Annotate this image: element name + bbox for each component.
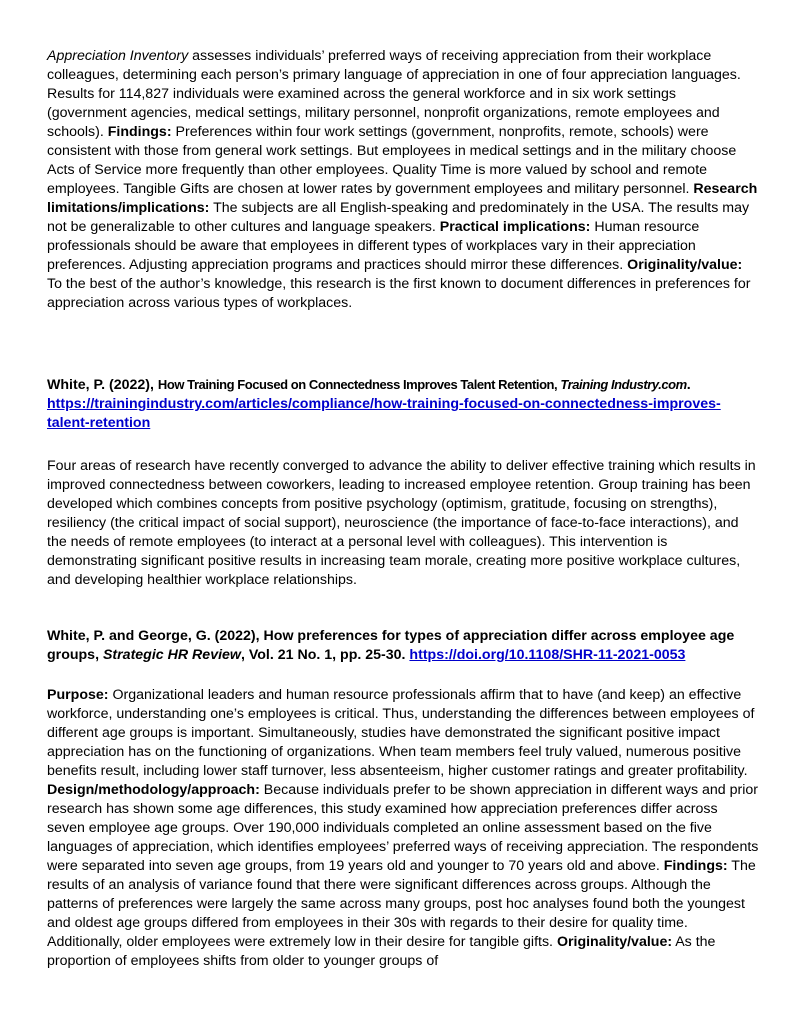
abstract-appreciation-inventory [47, 47, 759, 313]
citation-journal: Strategic HR Review [102, 647, 241, 663]
findings-text: The results of an analysis of variance found that there were significant differences across groups. Although the patterns of preferences were largely the same across many groups, post hoc analyses found both the youngest and oldest age groups differed from employees in their 30s with regards to their desire for quality time. Additionally, older employees were extremely low in their desire for tangible gifts. [47, 858, 756, 950]
abstract-age-groups [47, 686, 759, 971]
limitations-label: Research limitations/implications: [47, 181, 758, 216]
citation-age-groups [47, 627, 759, 665]
citation-period: . [686, 377, 691, 393]
originality-label: Originality/value: [556, 934, 673, 950]
originality-text: As the proportion of employees shifts from older to younger groups of [47, 934, 716, 969]
purpose-text: Organizational leaders and human resource professionals affirm that to have (and keep) an effective workforce, understanding one’s employees is critical. Thus, understanding the differences between employees of different age groups is important. Simultaneously, studies have demonstrated the significant positive impact appreciation has on the functioning of organizations. When team members feel truly valued, numerous positive benefits result, including lower staff turnover, less absenteeism, higher customer ratings and greater profitability. [47, 687, 755, 779]
findings-text: Preferences within four work settings (government, nonprofits, remote, schools) were consistent with those from general work settings. But employees in medical settings and in the military choose Acts of Service more frequently than other employees. Quality Time is more valued by school and remote employees. Tangible Gifts are chosen at lower rates by government employees and military personnel. [47, 124, 737, 197]
citation-authors-title: White, P. and George, G. (2022), How preferences for types of appreciation differ across employee age groups, [47, 628, 735, 663]
design-label: Design/methodology/approach: [47, 782, 260, 798]
limitations-text: The subjects are all English-speaking and predominately in the USA. The results may not be generalizable to other cultures and language speakers. [47, 200, 750, 235]
originality-label: Originality/value: [627, 257, 743, 273]
practical-label: Practical implications: [439, 219, 591, 235]
citation-title: How Training Focused on Connectedness Improves Talent Retention, [157, 377, 561, 392]
article-link[interactable]: https://trainingindustry.com/articles/compliance/how-training-focused-on-connectedness-improves-talent-retention [47, 396, 721, 431]
citation-volume: , Vol. 21 No. 1, pp. 25-30. [240, 647, 410, 663]
citation-authors: White, P. (2022), [47, 377, 158, 393]
purpose-label: Purpose: [47, 687, 109, 703]
findings-label: Findings: [107, 124, 172, 140]
citation-journal: Training Industry.com [560, 377, 687, 392]
abstract-intro: assesses individuals’ preferred ways of receiving appreciation from their workplace colleagues, determining each person’s primary language of appreciation in one of four appreciation languages. Results for 114,827 individuals were examined across the general workforce and in six work settings (government agencies, medical settings, military personnel, nonprofit organizations, remote employees and schools). [47, 48, 741, 140]
originality-text: To the best of the author’s knowledge, this research is the first known to document differences in preferences for appreciation across various types of workplaces. [47, 276, 751, 311]
practical-text: Human resource professionals should be aware that employees in different types of workplaces vary in their appreciation preferences. Adjusting appreciation programs and practices should mirror these differences. [47, 219, 700, 273]
citation-training-industry [47, 375, 759, 433]
abstract-training-connectedness: Four areas of research have recently converged to advance the ability to deliver effective training which results in improved connectedness between coworkers, leading to increased employee retention. Group training has been developed which combines concepts from positive psychology (optimism, gratitude, focusing on strengths), resiliency (the critical impact of social support), neuroscience (the importance of face-to-face interactions), and the needs of remote employees (to interact at a personal level with colleagues). This intervention is demonstrating significant positive results in increasing team morale, creating more positive workplace cultures, and developing healthier workplace relationships. [47, 458, 756, 588]
instrument-name: Appreciation Inventory [47, 48, 189, 64]
design-text: Because individuals prefer to be shown appreciation in different ways and prior research has shown some age differences, this study examined how appreciation preferences differ across seven employee age groups. Over 190,000 individuals completed an online assessment based on the five languages of appreciation, which identifies employees’ preferred ways of receiving appreciation. The respondents were separated into seven age groups, from 19 years old and younger to 70 years old and above. [47, 782, 759, 874]
findings-label: Findings: [663, 858, 728, 874]
doi-link[interactable]: https://doi.org/10.1108/SHR-11-2021-0053 [409, 647, 686, 663]
